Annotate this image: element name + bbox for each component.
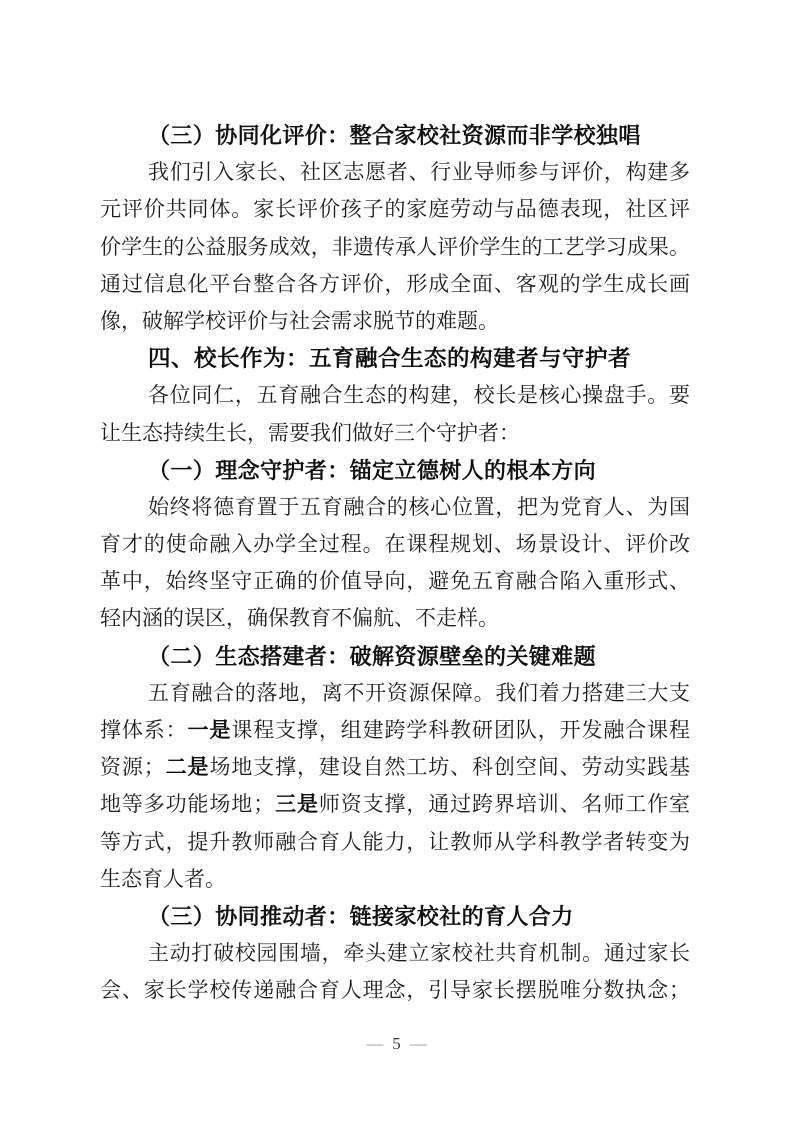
text-line bbox=[100, 712, 690, 749]
page-number-right-dash: — bbox=[409, 1034, 427, 1053]
text-run: 我们引入家长、社区志愿者、行业导师参与评价，构建多 bbox=[148, 160, 690, 185]
text-line bbox=[100, 786, 690, 823]
text-line bbox=[100, 154, 690, 191]
page-number-left-dash: — bbox=[366, 1034, 384, 1053]
text-line bbox=[100, 489, 690, 526]
text-line bbox=[100, 824, 690, 861]
text-line bbox=[100, 600, 690, 637]
bold-text-run: （二）生态搭建者：破解资源壁垒的关键难题 bbox=[148, 643, 597, 669]
text-line bbox=[100, 675, 690, 712]
text-run: 像，破解学校评价与社会需求脱节的难题。 bbox=[100, 308, 499, 333]
text-run: 会、家长学校传递融合育人理念，引导家长摆脱唯分数执念； bbox=[100, 978, 690, 1003]
text-line bbox=[100, 861, 690, 898]
heading-level2 bbox=[100, 117, 690, 154]
text-run: 课程支撑，组建跨学科教研团队，开发融合课程 bbox=[231, 718, 691, 742]
heading-level1 bbox=[100, 340, 690, 377]
text-line bbox=[100, 563, 690, 600]
text-run: 资源； bbox=[100, 755, 165, 780]
heading-level2 bbox=[100, 452, 690, 489]
text-run: 革中，始终坚守正确的价值导向，避免五育融合陷入重形式、 bbox=[100, 569, 690, 594]
text-run: 各位同仁，五育融合生态的构建，校长是核心操盘手。要 bbox=[148, 383, 690, 408]
bold-text-run: 三是 bbox=[274, 793, 319, 817]
text-line bbox=[100, 377, 690, 414]
text-line bbox=[100, 191, 690, 228]
text-run: 场地支撑，建设自然工坊、科创空间、劳动实践基 bbox=[209, 755, 691, 780]
text-line bbox=[100, 972, 690, 1009]
text-line bbox=[100, 935, 690, 972]
text-run: 让生态持续生长，需要我们做好三个守护者： bbox=[100, 420, 520, 445]
text-run: 始终将德育置于五育融合的核心位置，把为党育人、为国 bbox=[148, 494, 690, 519]
bold-text-run: 四、校长作为：五育融合生态的构建者与守护者 bbox=[148, 346, 632, 372]
text-run: 育才的使命融入办学全过程。在课程规划、场景设计、评价改 bbox=[100, 532, 690, 557]
text-run: 等方式，提升教师融合育人能力，让教师从学科教学者转变为 bbox=[100, 829, 690, 854]
text-line bbox=[100, 266, 690, 303]
heading-level2 bbox=[100, 638, 690, 675]
bold-text-run: （三）协同推动者：链接家校社的育人合力 bbox=[148, 903, 574, 929]
bold-text-run: （一）理念守护者：锚定立德树人的根本方向 bbox=[148, 457, 597, 483]
text-run: 师资支撑，通过跨界培训、名师工作室 bbox=[318, 792, 691, 817]
text-run: 轻内涵的误区，确保教育不偏航、不走样。 bbox=[100, 606, 499, 631]
bold-text-run: 二是 bbox=[164, 756, 210, 780]
page-number-value: 5 bbox=[392, 1034, 401, 1053]
text-run: 元评价共同体。家长评价孩子的家庭劳动与品德表现，社区评 bbox=[100, 197, 690, 222]
text-line bbox=[100, 749, 690, 786]
text-run: 五育融合的落地，离不开资源保障。我们着力搭建三大支 bbox=[148, 680, 690, 705]
document-body bbox=[100, 117, 690, 1010]
text-run: 撑体系： bbox=[100, 718, 188, 742]
text-line bbox=[100, 229, 690, 266]
page-number bbox=[0, 1033, 793, 1055]
bold-text-run: 一是 bbox=[187, 719, 232, 742]
text-line bbox=[100, 303, 690, 340]
text-run: 通过信息化平台整合各方评价，形成全面、客观的学生成长画 bbox=[100, 271, 690, 296]
text-run: 地等多功能场地； bbox=[100, 792, 275, 817]
text-line bbox=[100, 415, 690, 452]
heading-level2 bbox=[100, 898, 690, 935]
text-run: 生态育人者。 bbox=[100, 866, 226, 891]
text-run: 主动打破校园围墙，牵头建立家校社共育机制。通过家长 bbox=[148, 941, 690, 966]
text-line bbox=[100, 526, 690, 563]
bold-text-run: （三）协同化评价：整合家校社资源而非学校独唱 bbox=[148, 123, 641, 148]
text-run: 价学生的公益服务成效，非遗传承人评价学生的工艺学习成果。 bbox=[100, 234, 690, 259]
